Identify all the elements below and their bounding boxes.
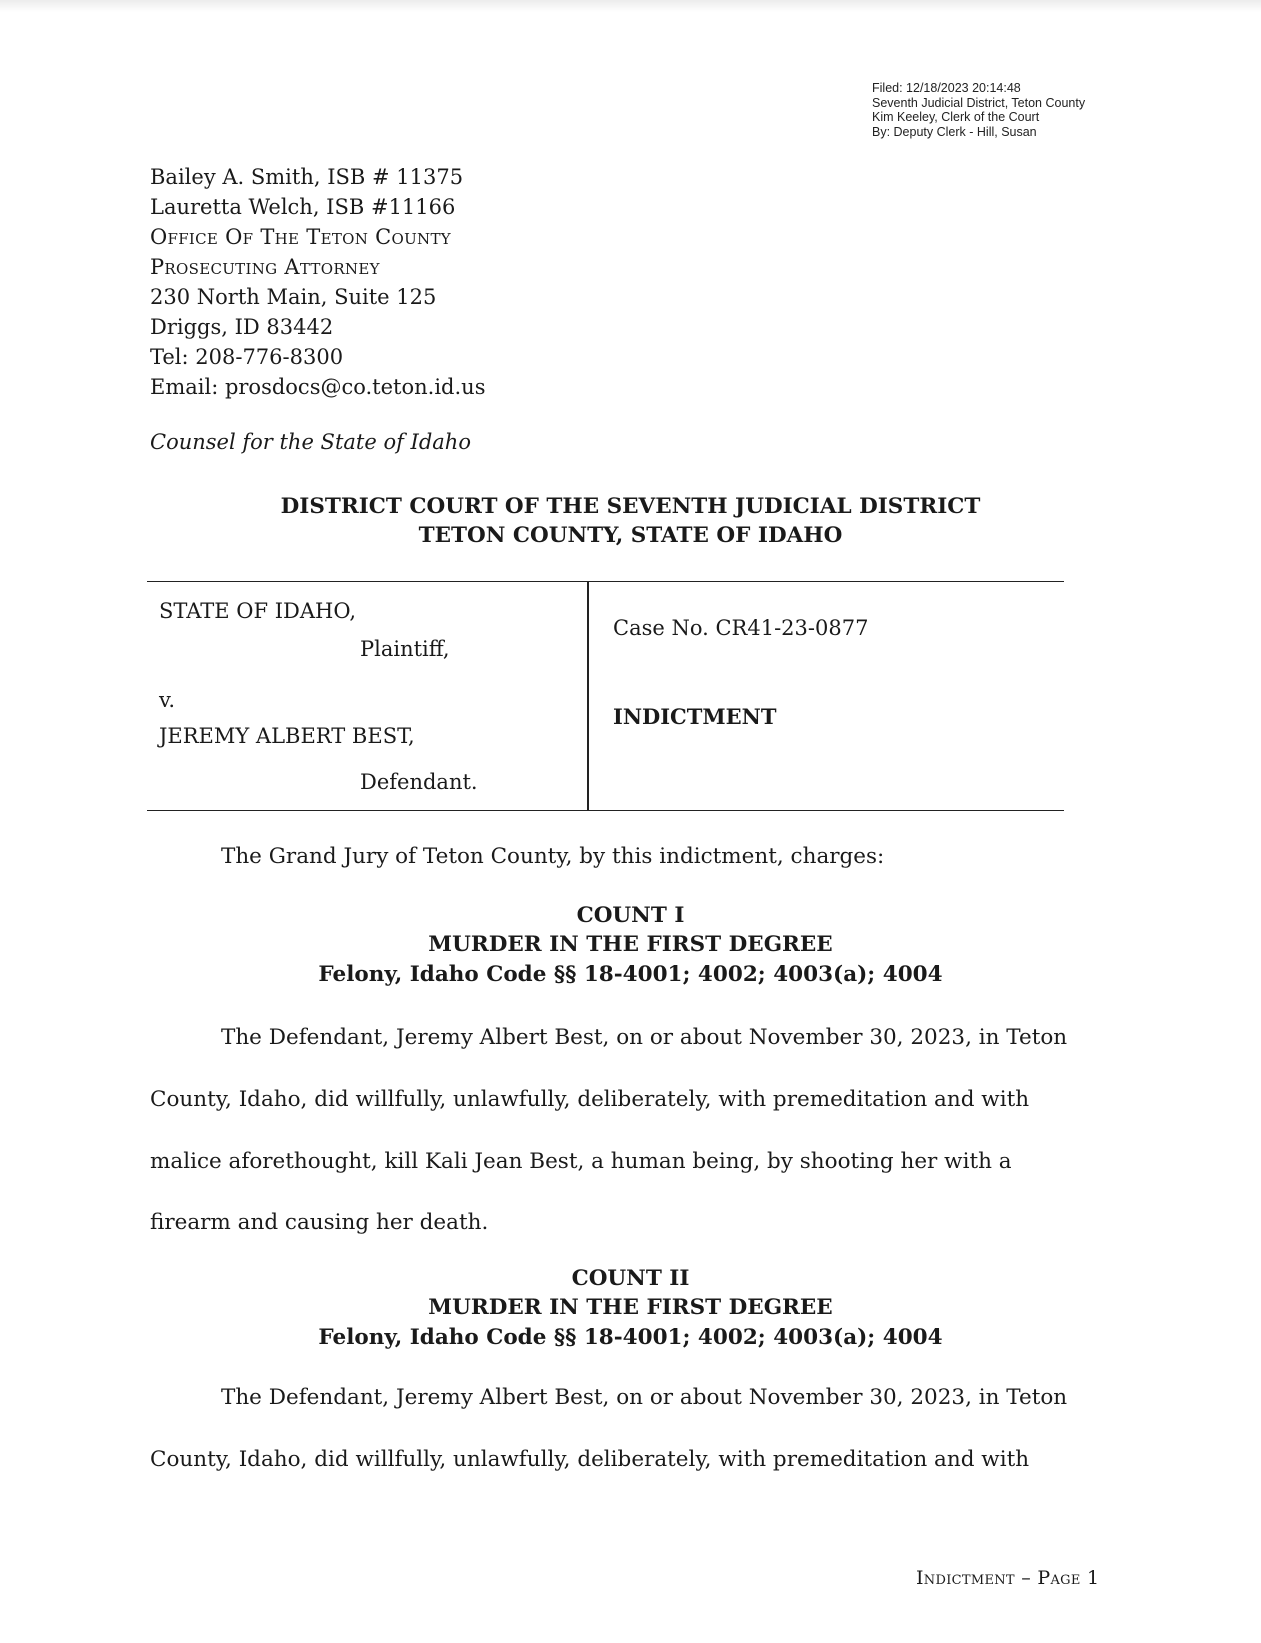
- count-1-text-line-2: County, Idaho, did willfully, unlawfully, deliberately, with premeditation and with: [150, 1087, 1030, 1112]
- court-heading-line-1: DISTRICT COURT OF THE SEVENTH JUDICIAL DISTRICT: [280, 494, 981, 519]
- office-name-1: Office Of The Teton County: [150, 225, 451, 249]
- count-1-charge: MURDER IN THE FIRST DEGREE: [428, 932, 833, 957]
- office-email: Email: prosdocs@co.teton.id.us: [150, 375, 486, 399]
- filed-stamp-date: Filed: 12/18/2023 20:14:48: [872, 81, 1021, 95]
- count-2-charge: MURDER IN THE FIRST DEGREE: [428, 1295, 833, 1320]
- counsel-designation: Counsel for the State of Idaho: [150, 430, 471, 454]
- document-title: INDICTMENT: [613, 704, 777, 729]
- count-2-statute: Felony, Idaho Code §§ 18-4001; 4002; 4003(a); 4004: [318, 1325, 943, 1350]
- defendant-role: Defendant.: [360, 770, 478, 794]
- count-2-text-line-2: County, Idaho, did willfully, unlawfully, deliberately, with premeditation and with: [150, 1447, 1030, 1472]
- filed-stamp-clerk: Kim Keeley, Clerk of the Court: [872, 110, 1040, 124]
- filed-stamp: [872, 81, 1085, 139]
- office-city: Driggs, ID 83442: [150, 315, 334, 339]
- count-2-title: COUNT II: [571, 1266, 690, 1291]
- plaintiff-role: Plaintiff,: [360, 637, 450, 661]
- attorney-name-2: Lauretta Welch, ISB #11166: [150, 195, 456, 219]
- page-footer: Indictment – Page 1: [916, 1567, 1100, 1589]
- filed-stamp-district: Seventh Judicial District, Teton County: [872, 95, 1086, 110]
- attorney-name-1: Bailey A. Smith, ISB # 11375: [150, 165, 464, 189]
- office-name-2: Prosecuting Attorney: [150, 255, 380, 279]
- intro-paragraph: The Grand Jury of Teton County, by this indictment, charges:: [221, 844, 885, 869]
- count-1-statute: Felony, Idaho Code §§ 18-4001; 4002; 4003(a); 4004: [318, 962, 943, 987]
- caption-divider: [587, 582, 589, 810]
- count-1-text-line-3: malice aforethought, kill Kali Jean Best, a human being, by shooting her with a: [150, 1149, 1012, 1174]
- defendant-name: JEREMY ALBERT BEST,: [159, 724, 415, 748]
- count-1-text-line-1: The Defendant, Jeremy Albert Best, on or about November 30, 2023, in Teton: [221, 1025, 1068, 1050]
- count-1-text-line-4: firearm and causing her death.: [150, 1210, 489, 1235]
- plaintiff-name: STATE OF IDAHO,: [159, 599, 357, 623]
- filed-stamp-deputy: By: Deputy Clerk - Hill, Susan: [872, 124, 1037, 139]
- office-phone: Tel: 208-776-8300: [150, 345, 344, 369]
- case-number: Case No. CR41-23-0877: [613, 616, 869, 640]
- count-1-title: COUNT I: [576, 903, 685, 928]
- case-caption: [147, 581, 1064, 811]
- scan-edge: [0, 0, 1261, 12]
- versus-label: v.: [159, 688, 176, 712]
- attorney-block: [150, 162, 485, 402]
- count-2-text-line-1: The Defendant, Jeremy Albert Best, on or about November 30, 2023, in Teton: [221, 1385, 1068, 1410]
- court-heading-line-2: TETON COUNTY, STATE OF IDAHO: [418, 523, 843, 548]
- office-street: 230 North Main, Suite 125: [150, 285, 437, 309]
